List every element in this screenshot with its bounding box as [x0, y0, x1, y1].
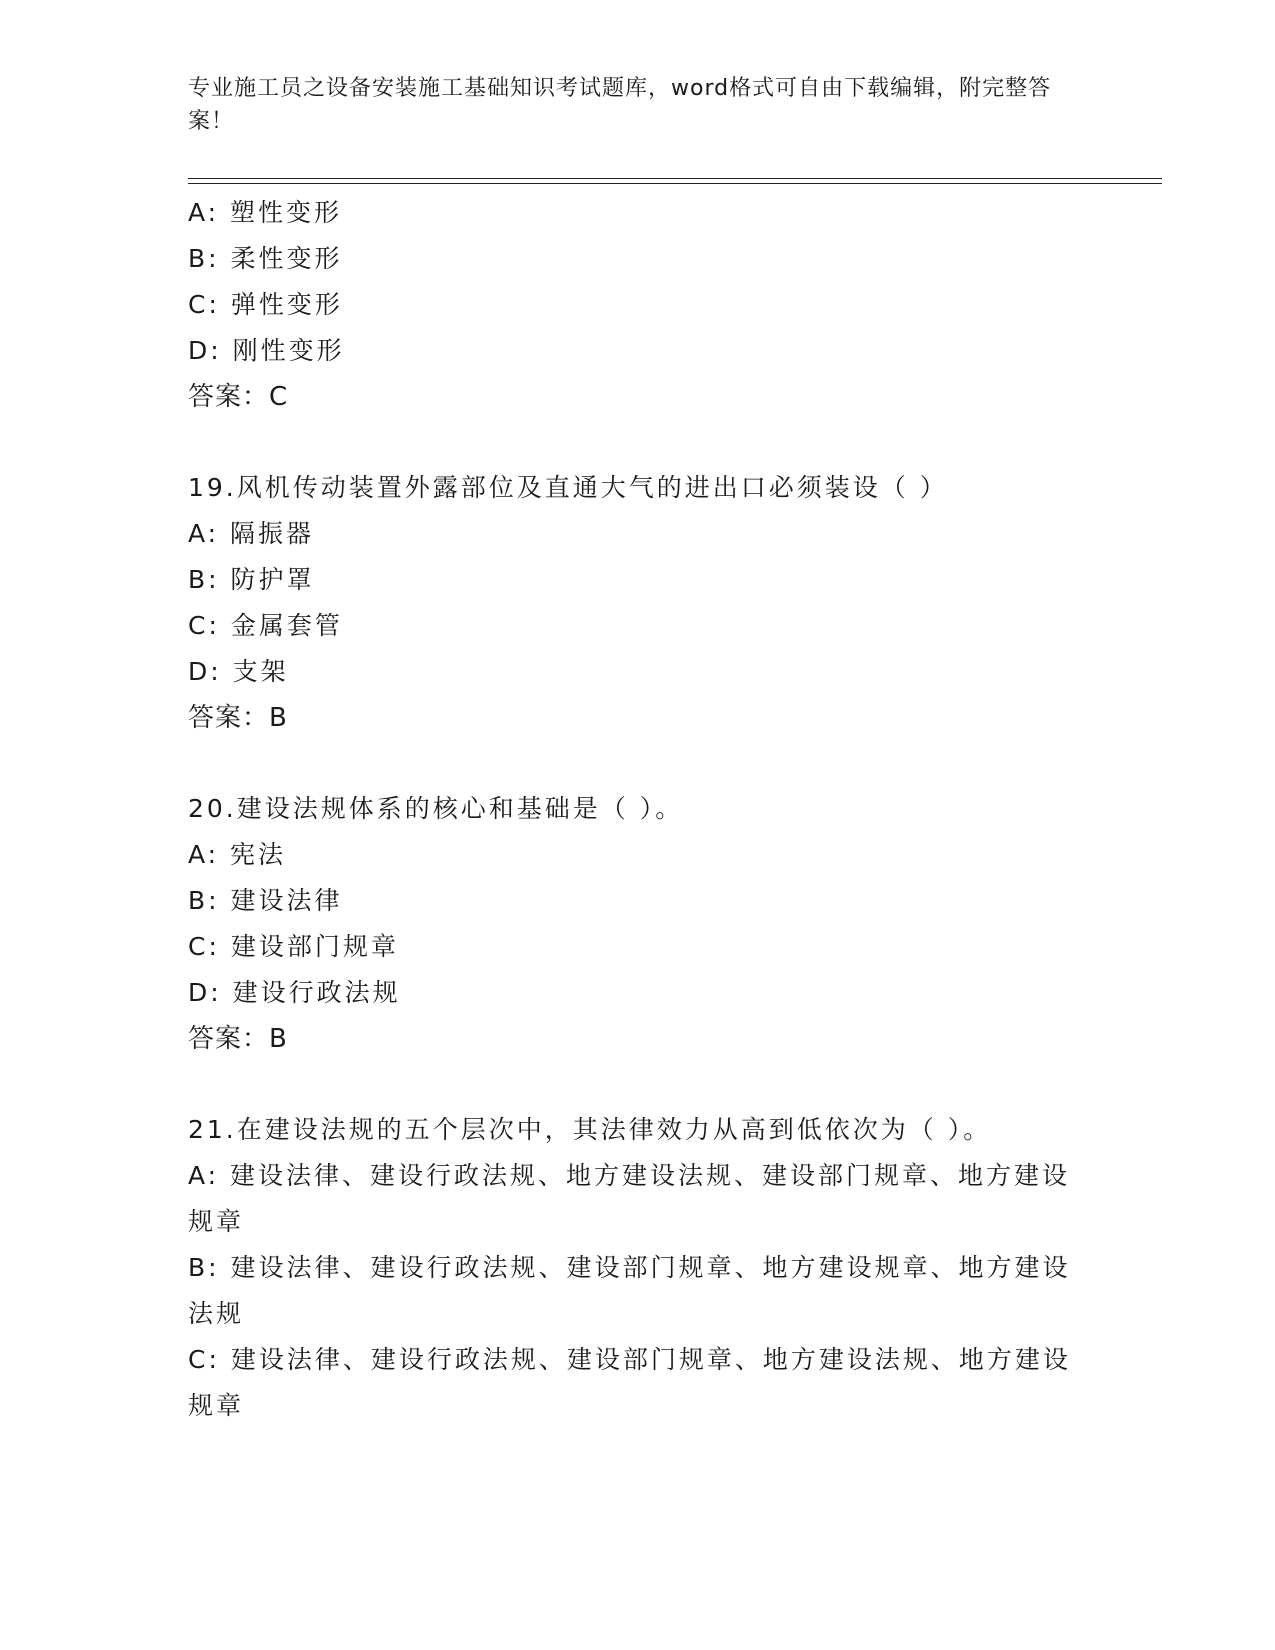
option-c: C: 金属套管 — [188, 611, 343, 640]
option-c: C: 建设部门规章 — [188, 932, 399, 961]
answer-label: 答案：B — [188, 1024, 288, 1054]
document-title: 专业施工员之设备安装施工基础知识考试题库，word格式可自由下载编辑，附完整答案！ — [188, 76, 1052, 134]
question-list — [188, 190, 1088, 1429]
option-a: A: 塑性变形 — [188, 198, 343, 227]
question-block — [188, 190, 1088, 420]
option-c: C: 建设法律、建设行政法规、建设部门规章、地方建设法规、地方建设规章 — [188, 1345, 1071, 1420]
header-rule-bottom — [188, 183, 1162, 184]
option-a: A: 建设法律、建设行政法规、地方建设法规、建设部门规章、地方建设规章 — [188, 1161, 1071, 1236]
option-b: B: 建设法律、建设行政法规、建设部门规章、地方建设规章、地方建设法规 — [188, 1253, 1071, 1328]
question-block — [188, 786, 1088, 1062]
option-b: B: 防护罩 — [188, 565, 315, 594]
spacer — [188, 741, 1088, 786]
option-c: C: 弹性变形 — [188, 290, 343, 319]
option-a: A: 宪法 — [188, 840, 287, 869]
document-header — [188, 72, 1068, 138]
answer-label: 答案：B — [188, 703, 288, 733]
option-a: A: 隔振器 — [188, 519, 315, 548]
spacer — [188, 1062, 1088, 1107]
question-text: 21.在建设法规的五个层次中，其法律效力从高到低依次为（ ）。 — [188, 1115, 992, 1144]
question-block — [188, 1107, 1088, 1429]
option-d: D: 建设行政法规 — [188, 978, 401, 1007]
option-d: D: 刚性变形 — [188, 336, 345, 365]
spacer — [188, 420, 1088, 465]
option-d: D: 支架 — [188, 657, 289, 686]
question-text: 20.建设法规体系的核心和基础是（ ）。 — [188, 794, 684, 823]
option-b: B: 建设法律 — [188, 886, 343, 915]
question-text: 19.风机传动装置外露部位及直通大气的进出口必须装设（ ） — [188, 473, 948, 502]
question-block — [188, 465, 1088, 741]
answer-label: 答案：C — [188, 382, 289, 412]
option-b: B: 柔性变形 — [188, 244, 343, 273]
header-rule-top — [188, 178, 1162, 179]
